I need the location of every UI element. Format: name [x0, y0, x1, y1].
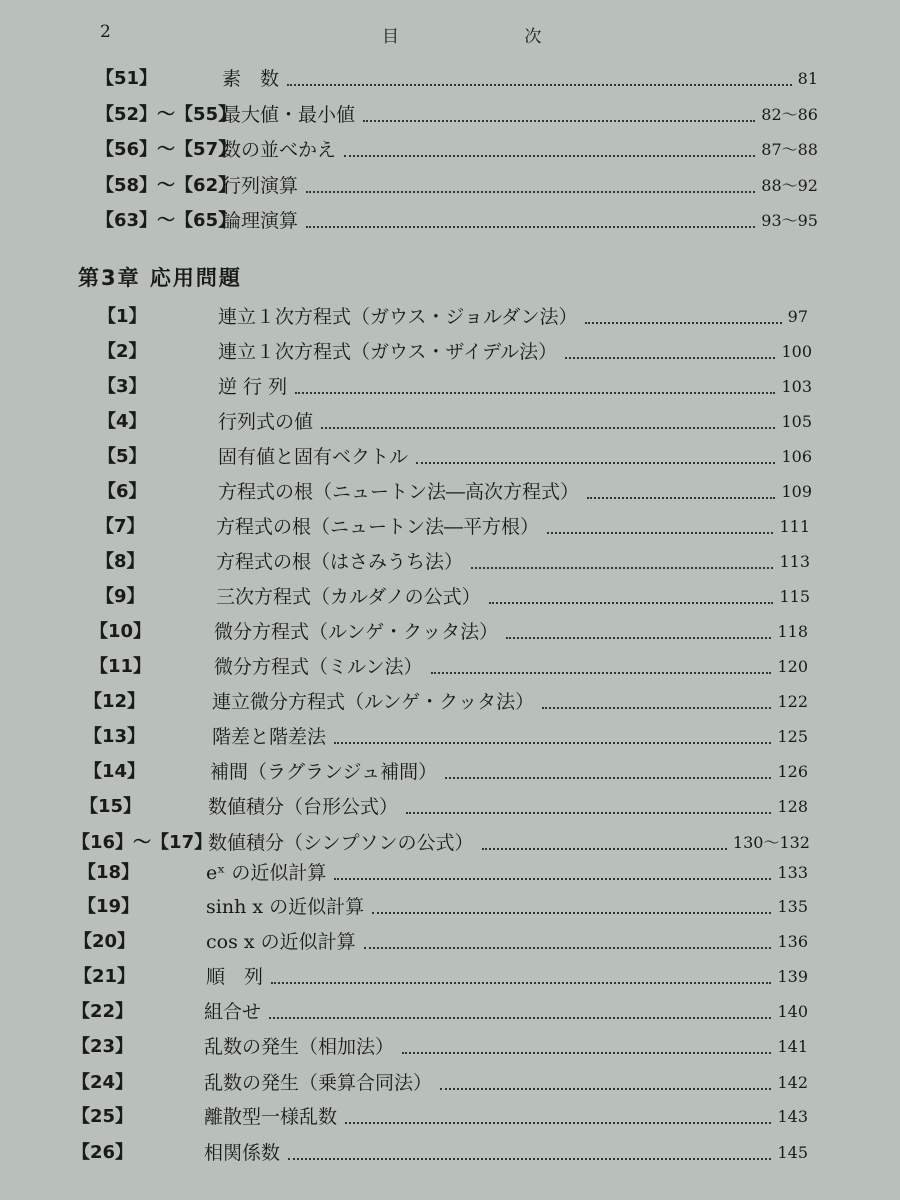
entry-page-number: 100: [781, 342, 812, 361]
entry-title: 階差と階差法: [212, 726, 327, 748]
dot-leader: [471, 567, 773, 569]
entry-ref: 【3】: [98, 376, 147, 397]
toc-entry: [96, 169, 818, 203]
entry-ref: 【9】: [96, 586, 145, 607]
entry-title: 数値積分（シンプソンの公式）: [208, 832, 474, 854]
entry-ref: 【23】: [72, 1036, 134, 1057]
entry-ref: 【26】: [72, 1142, 134, 1163]
entry-title: 連立１次方程式（ガウス・ザイデル法）: [218, 341, 558, 363]
entry-page-number: 126: [777, 762, 808, 781]
toc-entry: [84, 685, 808, 719]
entry-page-number: 128: [777, 797, 808, 816]
dot-leader: [406, 812, 771, 814]
entry-title: 相関係数: [204, 1142, 281, 1164]
entry-page-number: 139: [777, 967, 808, 986]
entry-page-number: 113: [779, 552, 810, 571]
entry-ref: 【51】: [96, 68, 158, 89]
entry-page-number: 141: [777, 1037, 808, 1056]
entry-ref: 【2】: [98, 341, 147, 362]
entry-ref: 【14】: [84, 761, 146, 782]
entry-ref: 【13】: [84, 726, 146, 747]
entry-page-number: 82～86: [761, 104, 818, 124]
toc-entry: [98, 335, 812, 369]
entry-title: sinh x の近似計算: [206, 896, 365, 918]
entry-title: 組合せ: [204, 1001, 262, 1023]
toc-entry: [96, 62, 818, 96]
toc-entry: [90, 615, 808, 649]
entry-ref: 【6】: [98, 481, 147, 502]
entry-title: 最大値・最小値: [222, 103, 356, 126]
entry-title: 論理演算: [222, 210, 299, 232]
entry-title: 行列式の値: [218, 411, 314, 433]
entry-page-number: 81: [797, 69, 818, 88]
page-number: 2: [100, 22, 111, 42]
entry-page-number: 115: [779, 587, 810, 606]
entry-ref: 【16】～【17】: [72, 832, 213, 853]
entry-ref: 【56】～【57】: [96, 139, 237, 160]
entry-ref: 【12】: [84, 691, 146, 712]
entry-title: 乱数の発生（乗算合同法）: [204, 1072, 433, 1094]
entry-ref: 【18】: [78, 862, 140, 883]
entry-page-number: 140: [777, 1002, 808, 1021]
entry-ref: 【11】: [90, 656, 152, 677]
entry-ref: 【7】: [96, 516, 145, 537]
entry-page-number: 136: [777, 932, 808, 951]
entry-ref: 【22】: [72, 1001, 134, 1022]
dot-leader: [565, 357, 775, 359]
dot-leader: [306, 191, 755, 193]
entry-page-number: 125: [777, 727, 808, 746]
dot-leader: [288, 1158, 771, 1160]
dot-leader: [402, 1052, 771, 1054]
toc-entry: [74, 960, 808, 994]
toc-entry: [78, 890, 808, 924]
entry-page-number: 122: [777, 692, 808, 711]
entry-title: 連立微分方程式（ルンゲ・クッタ法）: [212, 691, 535, 713]
dot-leader: [295, 392, 775, 394]
entry-title: eˣ の近似計算: [206, 862, 327, 884]
entry-ref: 【5】: [98, 446, 147, 467]
dot-leader: [585, 322, 782, 324]
dot-leader: [345, 1122, 771, 1124]
entry-ref: 【52】～【55】: [96, 103, 237, 125]
entry-title: 乱数の発生（相加法）: [204, 1036, 395, 1058]
entry-page-number: 105: [781, 412, 812, 431]
entry-ref: 【4】: [98, 411, 147, 432]
entry-ref: 【19】: [78, 896, 140, 917]
entry-title: 数の並べかえ: [222, 139, 337, 161]
dot-leader: [287, 84, 792, 86]
entry-page-number: 109: [781, 482, 812, 501]
entry-page-number: 145: [777, 1143, 808, 1162]
entry-ref: 【10】: [90, 621, 152, 642]
dot-leader: [489, 602, 773, 604]
entry-title: 連立１次方程式（ガウス・ジョルダン法）: [218, 306, 578, 328]
dot-leader: [334, 878, 771, 880]
toc-entry: [72, 826, 810, 860]
toc-entry: [72, 1066, 808, 1100]
toc-entry: [74, 925, 808, 959]
toc-entry: [98, 405, 812, 439]
entry-page-number: 133: [777, 863, 808, 882]
entry-page-number: 87～88: [761, 140, 818, 159]
entry-title: 離散型一様乱数: [204, 1106, 338, 1128]
entry-ref: 【63】～【65】: [96, 210, 237, 231]
entry-title: 行列演算: [222, 174, 299, 197]
chapter-heading: 第3章 応用問題: [78, 266, 242, 290]
toc-entry: [78, 856, 808, 890]
dot-leader: [445, 777, 771, 779]
dot-leader: [271, 982, 771, 984]
entry-title: 方程式の根（ニュートン法―平方根）: [216, 516, 540, 538]
dot-leader: [431, 672, 771, 674]
entry-title: 補間（ラグランジュ補間）: [210, 761, 438, 783]
entry-title: 方程式の根（はさみうち法）: [216, 551, 464, 573]
dot-leader: [269, 1017, 771, 1019]
toc-entry: [96, 580, 810, 614]
dot-leader: [440, 1088, 771, 1090]
entry-ref: 【1】: [98, 306, 147, 327]
toc-entry: [72, 1136, 808, 1170]
entry-ref: 【8】: [96, 551, 145, 572]
toc-entry: [72, 995, 808, 1029]
dot-leader: [344, 155, 755, 157]
toc-entry: [98, 475, 812, 509]
entry-page-number: 118: [777, 622, 808, 641]
entry-title: 逆 行 列: [218, 376, 288, 398]
toc-entry: [96, 204, 818, 238]
entry-page-number: 135: [777, 897, 808, 916]
entry-page-number: 103: [781, 377, 812, 396]
toc-entry: [72, 1100, 808, 1134]
dot-leader: [542, 707, 771, 709]
entry-page-number: 97: [787, 307, 808, 326]
entry-page-number: 111: [779, 517, 810, 536]
entry-page-number: 120: [777, 657, 808, 676]
dot-leader: [306, 226, 755, 228]
dot-leader: [547, 532, 773, 534]
entry-page-number: 143: [777, 1107, 808, 1126]
dot-leader: [334, 742, 771, 744]
entry-title: 順 列: [206, 966, 264, 988]
entry-ref: 【24】: [72, 1072, 134, 1093]
entry-ref: 【15】: [80, 796, 142, 817]
dot-leader: [372, 912, 771, 914]
entry-ref: 【21】: [74, 966, 136, 987]
toc-entry: [98, 440, 812, 474]
toc-entry: [98, 370, 812, 404]
entry-page-number: 88～92: [761, 175, 818, 195]
entry-title: 微分方程式（ミルン法）: [214, 656, 423, 678]
entry-ref: 【25】: [72, 1106, 134, 1127]
dot-leader: [482, 848, 727, 850]
entry-title: 微分方程式（ルンゲ・クッタ法）: [214, 621, 499, 643]
toc-entry: [90, 650, 808, 684]
toc-entry: [96, 510, 810, 544]
toc-entry: [96, 133, 818, 167]
dot-leader: [364, 947, 771, 949]
toc-entry: [96, 545, 810, 579]
toc-entry: [84, 720, 808, 754]
entry-ref: 【20】: [74, 931, 136, 952]
entry-title: 固有値と固有ベクトル: [218, 446, 409, 468]
toc-entry: [72, 1030, 808, 1064]
entry-page-number: 130～132: [732, 833, 810, 852]
entry-title: 方程式の根（ニュートン法―高次方程式）: [218, 481, 580, 503]
dot-leader: [506, 637, 771, 639]
toc-entry: [80, 790, 808, 824]
toc-entry: [96, 98, 818, 132]
entry-page-number: 142: [777, 1073, 808, 1092]
entry-page-number: 106: [781, 447, 812, 466]
page-title: 目 次: [382, 27, 602, 47]
entry-title: 三次方程式（カルダノの公式）: [216, 586, 481, 608]
toc-entry: [98, 300, 808, 334]
entry-title: 素 数: [222, 68, 280, 90]
toc-entry: [84, 755, 808, 789]
dot-leader: [416, 462, 775, 464]
entry-page-number: 93～95: [761, 211, 818, 230]
entry-ref: 【58】～【62】: [96, 174, 237, 196]
entry-title: cos x の近似計算: [206, 931, 356, 953]
dot-leader: [363, 120, 755, 122]
entry-title: 数値積分（台形公式）: [208, 796, 399, 818]
dot-leader: [321, 427, 775, 429]
dot-leader: [587, 497, 775, 499]
